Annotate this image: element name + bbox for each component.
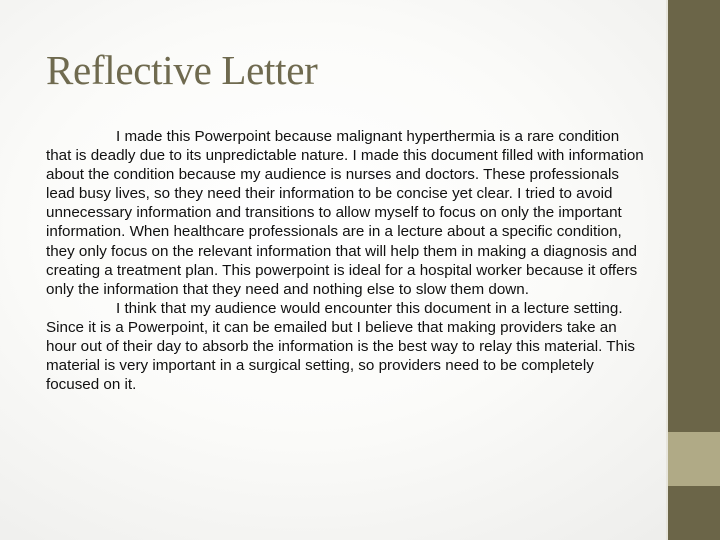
sidebar-divider [666, 0, 668, 540]
sidebar-band-top [666, 0, 720, 432]
slide-title: Reflective Letter [46, 47, 318, 93]
slide-body [46, 127, 644, 394]
sidebar-band-accent [666, 432, 720, 486]
body-paragraph-2: I think that my audience would encounter this document in a lecture setting. Since it is a Powerpoint, it can be emailed but I believe that making providers take an hour out of their day to absorb the information is the best way to relay this material. This material is very important in a surgical setting, so providers need to be completely focused on it. [46, 299, 635, 394]
sidebar-decoration [666, 0, 720, 540]
sidebar-band-bottom [666, 486, 720, 540]
body-paragraph-1: I made this Powerpoint because malignant hyperthermia is a rare condition that is deadly due to its unpredictable nature. I made this document filled with information about the condition because my audience is nurses and doctors. These professionals lead busy lives, so they need their information to be concise yet clear. I tried to avoid unnecessary information and transitions to allow myself to focus on only the important information. When healthcare professionals are in a lecture about a specific condition, they only focus on the relevant information that will help them in making a diagnosis and creating a treatment plan. This powerpoint is ideal for a hospital worker because it offers only the information that they need and nothing else to slow them down. [46, 128, 644, 298]
